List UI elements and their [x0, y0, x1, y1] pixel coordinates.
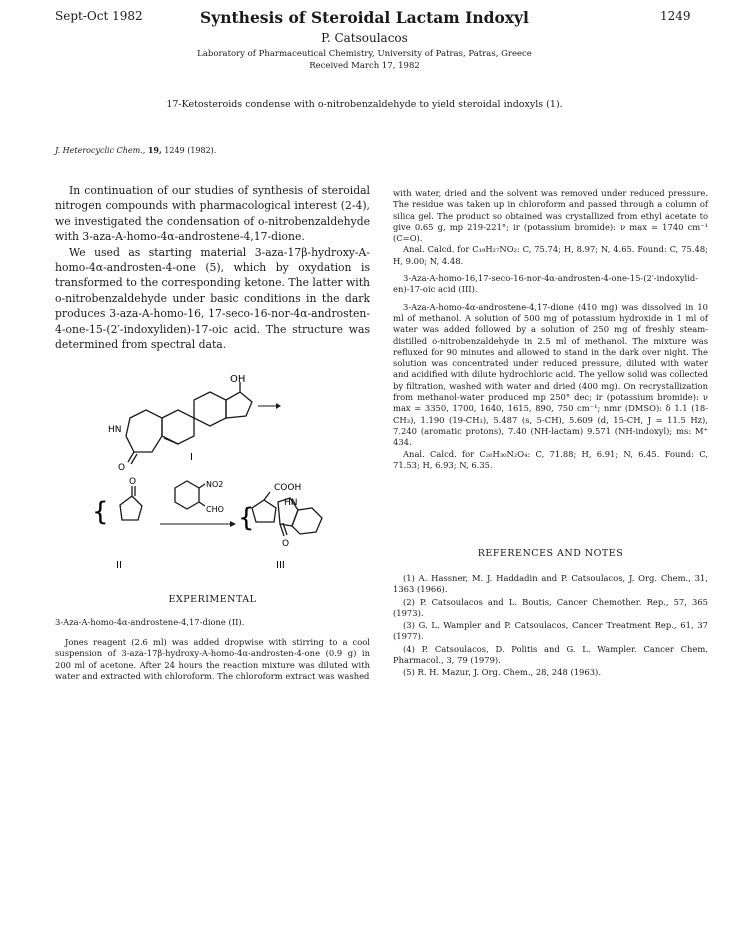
- abstract: 17-Ketosteroids condense with o-nitrobenzaldehyde to yield steroidal indoxyls (1).: [166, 99, 563, 110]
- affiliation: Laboratory of Pharmaceutical Chemistry, University of Patras, Patras, Greece: [197, 49, 532, 59]
- scheme-cho-label: CHO: [206, 505, 224, 514]
- reference-item: (4) P. Catsoulacos, D. Politis and G. L. Wampler. Cancer Chem. Pharmacol., 3, 79 (1979).: [393, 643, 708, 666]
- author: P. Catsoulacos: [321, 31, 408, 45]
- compound-label-3: III: [276, 560, 285, 571]
- scheme-hn-label-3: HN: [284, 498, 298, 508]
- compound-label-1: I: [190, 452, 193, 463]
- analysis-1: Anal. Calcd. for C₁₉H₂₇NO₂: C, 75.74; H, 8.97; N, 4.65. Found: C, 75.48; H, 9.00; N, 4.48.: [393, 244, 708, 266]
- compound-2-procedure: Jones reagent (2.6 ml) was added dropwise with stirring to a cool suspension of 3-aza-17β-hydroxy-A-homo-4α-androsten-4-one (0.9 g) in 200 ml of acetone. After 24 hours the reaction mixture was diluted with water and extracted with chloroform. The chloroform extract was washed: [55, 637, 370, 681]
- references-list: [393, 573, 708, 680]
- workup-paragraph: with water, dried and the solvent was removed under reduced pressure. The residue was taken up in chloroform and passed through a column of silica gel. The product so obtained was crystallized from ethyl acetate to give 0.65 g, mp 219-221°; ir (potassium bromide): ν max = 1740 cm⁻¹ (C=O).: [393, 188, 708, 244]
- right-column-text: [393, 188, 708, 471]
- scheme-no2-label: NO2: [206, 480, 224, 489]
- scheme-arrowhead-1: [276, 403, 281, 409]
- reference-item: (3) G. L. Wampler and P. Catsoulacos, Cancer Treatment Rep., 61, 37 (1977).: [393, 620, 708, 642]
- reference-item: (5) R. H. Mazur, J. Org. Chem., 28, 248 (1963).: [403, 667, 601, 678]
- steroid-structure-1: [126, 382, 252, 464]
- affiliation-block: [0, 48, 729, 72]
- scheme-brace-2: {: [92, 497, 109, 527]
- scheme-arrowhead-2: [230, 521, 236, 527]
- citation-journal: J. Heterocyclic Chem.,: [55, 146, 146, 155]
- experimental-body: [55, 637, 370, 682]
- scheme-cooh-label: COOH: [274, 483, 302, 493]
- reference-item: (1) A. Hassner, M. J. Haddadin and P. Catsoulacos, J. Org. Chem., 31, 1363 (1966).: [393, 573, 708, 595]
- compound-label-2: II: [116, 560, 122, 571]
- received-date: Received March 17, 1982: [309, 61, 420, 71]
- scheme-brace-3: {: [238, 503, 255, 533]
- analysis-2: Anal. Calcd. for C₂₆H₃₀N₂O₄: C, 71.88; H, 6.91; N, 6.45. Found: C, 71.53; H, 6.93; N, 6.35.: [393, 448, 708, 470]
- citation-volume: 19,: [147, 145, 162, 155]
- article-title: Synthesis of Steroidal Lactam Indoxyl: [200, 8, 529, 27]
- reference-item: (2) P. Catsoulacos and L. Boutis, Cancer Chemother. Rep., 57, 365 (1973).: [393, 596, 708, 618]
- citation: [55, 145, 216, 155]
- scheme-o-label-1: O: [118, 463, 126, 473]
- citation-pages: 1249 (1982).: [164, 146, 217, 155]
- cyclopentanone-fragment: [120, 486, 142, 520]
- scheme-oh-label: OH: [230, 374, 246, 385]
- reaction-scheme: [80, 370, 380, 585]
- intro-text: [55, 183, 370, 352]
- page-number: 1249: [660, 9, 691, 23]
- running-header-date: Sept-Oct 1982: [55, 9, 143, 23]
- compound-3-procedure: 3-Aza-A-homo-4α-androstene-4,17-dione (410 mg) was dissolved in 10 ml of methanol. A solution of 500 mg of potassium hydroxide in 1 ml of water was added followed by a solution of 250 mg of freshly steam-distilled o-nitrobenzaldehyde in 2.5 ml of methanol. The mixture was refluxed for 90 minutes and allowed to stand in the dark over night. The solution was concentrated under reduced pressure, diluted with water and acidified with dilute hydrochloric acid. The yellow solid was collected by filtration, washed with water and dried (400 mg). On recrystallization from methanol-water produced mp 250° dec; ir (potassium bromide): ν max = 3350, 1700, 1640, 1615, 890, 750 cm⁻¹; nmr (DMSO): δ 1.1 (18-CH₃), 1.190 (19-CH₃), 5.487 (s, 5-CH), 5.609 (d, 15-CH, J = 11.5 Hz), 7.240 (aromatic protons), 7.40 (NH-lactam) 9.571 (NH-indoxyl); ms: M⁺ 434.: [393, 301, 708, 448]
- references-heading: REFERENCES AND NOTES: [477, 548, 624, 559]
- compound-2-title: 3-Aza-A-homo-4α-androstene-4,17-dione (II).: [55, 617, 245, 627]
- compound-3-title: 3-Aza-A-homo-16,17-seco-16-nor-4α-androsten-4-one-15-(2′-indoxylid-en)-17-oic acid (III).: [393, 273, 699, 295]
- scheme-o-label-3: O: [282, 539, 290, 549]
- scheme-o-label-2: O: [129, 477, 137, 487]
- scheme-hn-label-1: HN: [108, 425, 122, 435]
- intro-paragraph-2: We used as starting material 3-aza-17β-hydroxy-A-homo-4α-androsten-4-one (5), which by oxydation is transformed to the corresponding ketone. The latter with o-nitrobenzaldehyde under basic conditions in the dark produces 3-aza-A-homo-16, 17-seco-16-nor-4α-androsten-4-one-15-(2′-indoxyliden)-17-oic acid. The structure was determined from spectral data.: [55, 245, 370, 352]
- experimental-heading: EXPERIMENTAL: [168, 594, 257, 605]
- intro-paragraph-1: In continuation of our studies of synthesis of steroidal nitrogen compounds with pharmacological interest (2-4), we investigated the condensation of o-nitrobenzaldehyde with 3-aza-A-homo-4α-androstene-4,17-dione.: [55, 184, 370, 244]
- nitrobenzaldehyde-structure: [175, 481, 205, 509]
